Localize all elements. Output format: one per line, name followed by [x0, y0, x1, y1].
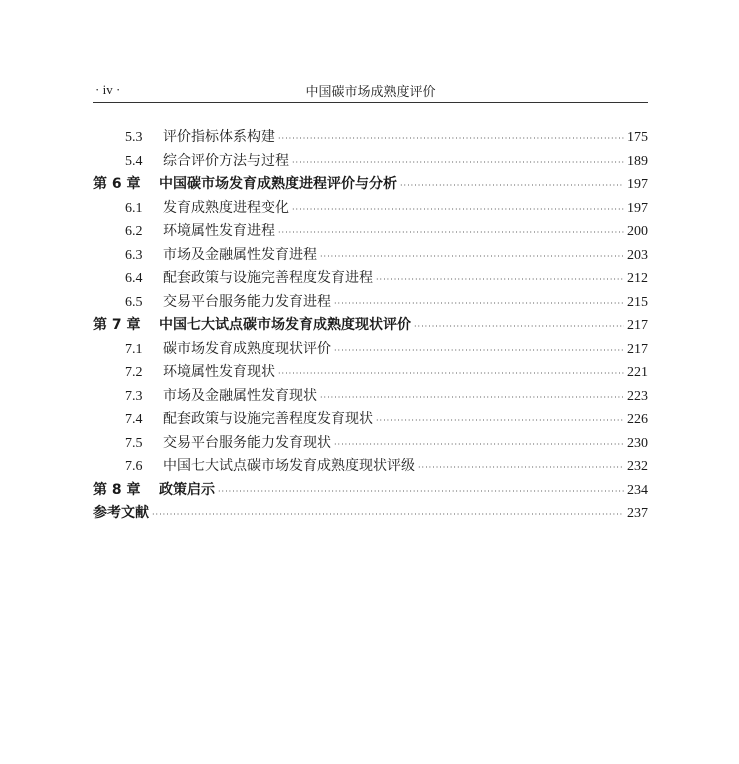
toc-entry-number: 7.1: [125, 341, 143, 357]
book-title: 中国碳市场成熟度评价: [305, 85, 436, 100]
toc-entry-number: 6.5: [125, 294, 143, 310]
toc-entry-number: 5.3: [125, 130, 143, 145]
toc-entry-page: 215: [627, 294, 648, 310]
toc-entry-number: 7.4: [125, 412, 143, 427]
toc-section-entry[interactable]: [93, 126, 648, 150]
toc-entry-title: 市场及金融属性发育现状: [163, 387, 317, 404]
running-header: [93, 80, 648, 103]
toc-entry-page: 200: [627, 224, 648, 239]
page-number: · iv ·: [95, 82, 121, 97]
table-of-contents: [93, 126, 648, 526]
toc-entry-number: 7.3: [125, 388, 143, 404]
toc-entry-title: 配套政策与设施完善程度发育进程: [163, 270, 373, 286]
toc-entry-number: 6.3: [125, 247, 143, 263]
toc-leader-dots: [320, 393, 624, 402]
toc-section-entry[interactable]: [93, 197, 648, 221]
toc-leader-dots: [278, 369, 624, 378]
toc-leader-dots: [376, 416, 624, 425]
toc-entry-title: 市场及金融属性发育进程: [163, 246, 317, 263]
toc-entry-number: 5.4: [125, 153, 143, 169]
toc-leader-dots: [418, 463, 624, 472]
toc-chapter-entry[interactable]: [93, 479, 648, 503]
toc-entry-title: 碳市场发育成熟度现状评价: [163, 340, 331, 357]
toc-entry-number: 6.2: [125, 224, 143, 239]
toc-entry-page: 197: [627, 177, 648, 192]
toc-entry-page: 232: [627, 459, 648, 474]
toc-entry[interactable]: [93, 502, 648, 526]
toc-entry-number: 7.5: [125, 435, 143, 451]
toc-section-entry[interactable]: [93, 244, 648, 268]
toc-leader-dots: [334, 346, 624, 355]
toc-entry-page: 212: [627, 271, 648, 286]
toc-leader-dots: [376, 275, 624, 284]
toc-entry-number: 6.1: [125, 200, 143, 216]
toc-entry-page: 217: [627, 318, 648, 333]
toc-entry-page: 197: [627, 200, 648, 216]
toc-entry-title: 参考文献: [93, 505, 149, 521]
toc-entry-title: 环境属性发育现状: [163, 364, 275, 380]
toc-leader-dots: [278, 228, 624, 237]
toc-entry-title: 环境属性发育进程: [163, 223, 275, 239]
toc-leader-dots: [400, 181, 624, 190]
toc-entry-number: 第 7 章: [93, 317, 141, 333]
toc-leader-dots: [334, 440, 624, 449]
toc-entry-number: 第 8 章: [93, 481, 141, 498]
toc-section-entry[interactable]: [93, 267, 648, 291]
toc-entry-title: 配套政策与设施完善程度发育现状: [163, 411, 373, 427]
toc-section-entry[interactable]: [93, 291, 648, 315]
toc-leader-dots: [292, 158, 624, 167]
toc-entry-page: 223: [627, 388, 648, 404]
toc-entry-page: 217: [627, 341, 648, 357]
toc-leader-dots: [292, 205, 624, 214]
toc-entry-page: 226: [627, 412, 648, 427]
toc-entry-title: 交易平台服务能力发育现状: [163, 434, 331, 451]
toc-leader-dots: [218, 487, 624, 496]
toc-section-entry[interactable]: [93, 455, 648, 479]
toc-entry-title: 综合评价方法与过程: [163, 152, 289, 169]
toc-entry-page: 234: [627, 482, 648, 498]
toc-entry-number: 第 6 章: [93, 176, 141, 192]
toc-leader-dots: [334, 299, 624, 308]
toc-section-entry[interactable]: [93, 385, 648, 409]
toc-entry-page: 221: [627, 365, 648, 380]
toc-entry-title: 交易平台服务能力发育进程: [163, 293, 331, 310]
toc-chapter-entry[interactable]: [93, 173, 648, 197]
toc-leader-dots: [152, 510, 624, 519]
toc-entry-number: 7.2: [125, 365, 143, 380]
toc-section-entry[interactable]: [93, 338, 648, 362]
toc-entry-page: 189: [627, 153, 648, 169]
toc-entry-page: 175: [627, 130, 648, 145]
toc-entry-title: 发育成熟度进程变化: [163, 199, 289, 216]
toc-leader-dots: [278, 134, 624, 143]
toc-leader-dots: [320, 252, 624, 261]
toc-entry-title: 评价指标体系构建: [163, 129, 275, 145]
toc-entry-number: 6.4: [125, 271, 143, 286]
toc-entry-number: 7.6: [125, 459, 143, 474]
toc-section-entry[interactable]: [93, 432, 648, 456]
toc-leader-dots: [414, 322, 624, 331]
toc-entry-title: 中国七大试点碳市场发育成熟度现状评价: [159, 317, 411, 333]
toc-entry-title: 中国七大试点碳市场发育成熟度现状评级: [163, 458, 415, 474]
toc-section-entry[interactable]: [93, 361, 648, 385]
toc-entry-page: 237: [627, 506, 648, 521]
toc-section-entry[interactable]: [93, 408, 648, 432]
toc-entry-page: 230: [627, 435, 648, 451]
toc-section-entry[interactable]: [93, 220, 648, 244]
toc-entry-title: 中国碳市场发育成熟度进程评价与分析: [159, 176, 397, 192]
toc-chapter-entry[interactable]: [93, 314, 648, 338]
toc-section-entry[interactable]: [93, 150, 648, 174]
toc-entry-page: 203: [627, 247, 648, 263]
toc-entry-title: 政策启示: [159, 481, 215, 498]
